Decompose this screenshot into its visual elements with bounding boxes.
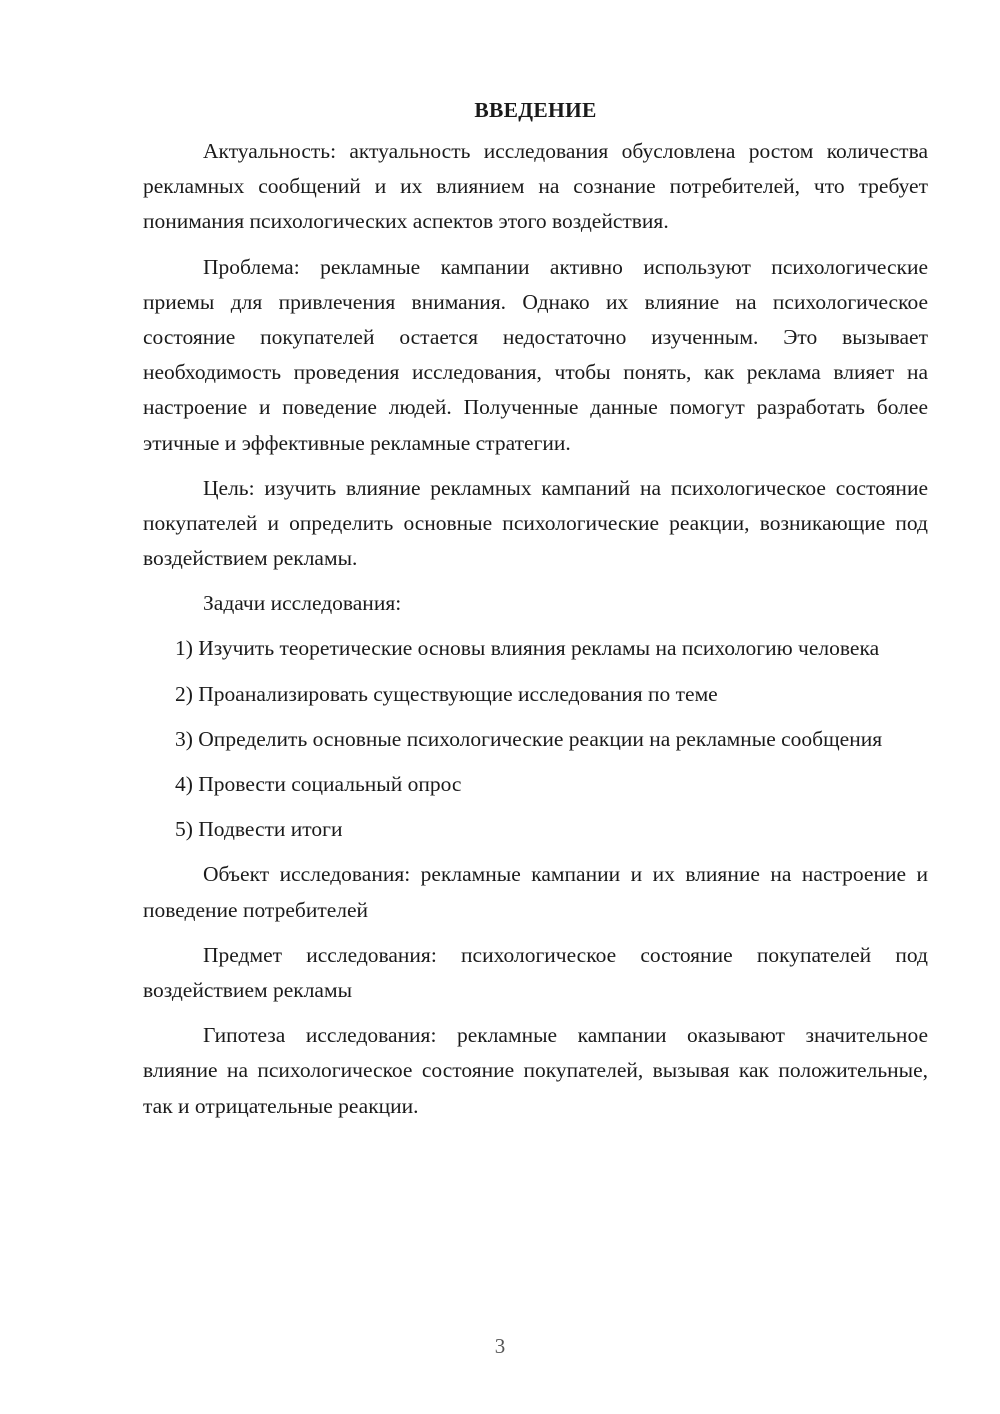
paragraph-problem: Проблема: рекламные кампании активно используют психологические приемы для привлечения внимания. Однако их влияние на психологическое состояние покупателей остается недостаточно изученным. Это вызывает необходимость проведения исследования, чтобы понять, как реклама влияет на настроение и поведение людей. Полученные данные помогут разработать более этичные и эффективные рекламные стратегии. (143, 254, 928, 455)
document-page (143, 93, 928, 1134)
paragraph-relevance: Актуальность: актуальность исследования обусловлена ростом количества рекламных сообщений и их влиянием на сознание потребителей, что требует понимания психологических аспектов этого воздействия. (143, 139, 928, 234)
task-item: 3) Определить основные психологические реакции на рекламные сообщения (175, 726, 883, 751)
page-number: 3 (494, 1334, 506, 1358)
document-title: ВВЕДЕНИЕ (474, 98, 597, 122)
paragraph-subject: Предмет исследования: психологическое состояние покупателей под воздействием рекламы (143, 942, 928, 1003)
tasks-heading: Задачи исследования: (203, 591, 402, 616)
task-item: 5) Подвести итоги (175, 817, 343, 842)
paragraph-hypothesis: Гипотеза исследования: рекламные кампании оказывают значительное влияние на психологическое состояние покупателей, вызывая как положительные, так и отрицательные реакции. (143, 1023, 928, 1118)
task-item: 2) Проанализировать существующие исследования по теме (175, 681, 718, 706)
paragraph-goal: Цель: изучить влияние рекламных кампаний на психологическое состояние покупателей и определить основные психологические реакции, возникающие под воздействием рекламы. (143, 475, 928, 571)
task-item: 1) Изучить теоретические основы влияния рекламы на психологию человека (175, 636, 880, 661)
paragraph-object: Объект исследования: рекламные кампании и их влияние на настроение и поведение потребителей (143, 862, 928, 922)
task-item: 4) Провести социальный опрос (175, 772, 462, 797)
